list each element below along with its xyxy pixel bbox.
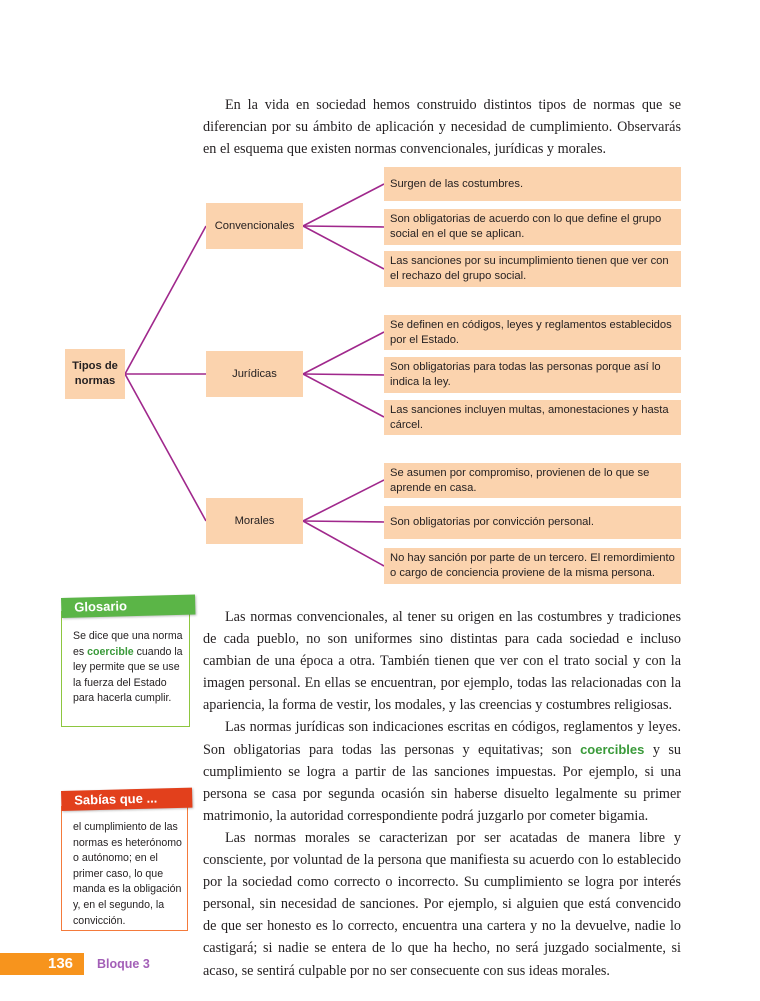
page-number: 136 (48, 955, 74, 972)
sabias-box (61, 806, 188, 931)
diagram-item-convencionales-1: Surgen de las costumbres. (384, 167, 681, 201)
sabias-title: Sabías que ... (61, 788, 192, 811)
diagram-item-juridicas-2: Son obligatorias para todas las personas porque así lo indica la ley. (384, 357, 681, 393)
body-text (203, 606, 681, 982)
connector-mor-2 (303, 521, 384, 522)
connector-jur-3 (303, 374, 384, 417)
connector-conv-3 (303, 226, 384, 269)
diagram-category-morales: Morales (206, 498, 303, 544)
diagram-item-juridicas-1: Se definen en códigos, leyes y reglamentos establecidos por el Estado. (384, 315, 681, 350)
glosario-text-before: Se dice que una norma es (73, 630, 183, 658)
glosario-text-after: cuando la ley permite que se use la fuerza del Estado para hacerla cumplir. (73, 645, 183, 705)
diagram-item-juridicas-3: Las sanciones incluyen multas, amonestaciones y hasta cárcel. (384, 400, 681, 435)
diagram-item-convencionales-3: Las sanciones por su incumplimiento tienen que ver con el rechazo del grupo social. (384, 251, 681, 287)
body-p2-term: coercibles (580, 741, 645, 757)
diagram-category-juridicas: Jurídicas (206, 351, 303, 397)
body-p2-a: Las normas jurídicas son indicaciones escritas en códigos, reglamentos y leyes. Son obligatorias para todas las personas y equitativas; son (203, 719, 681, 758)
diagram-item-morales-1: Se asumen por compromiso, provienen de lo que se aprende en casa. (384, 463, 681, 498)
diagram-item-morales-2: Son obligatorias por convicción personal. (384, 506, 681, 539)
glosario-box (61, 611, 190, 727)
body-p2-b: y su cumplimiento se logra a partir de las sanciones impuestas. Por ejemplo, si una persona se casa por segunda ocasión sin haberse disuelto legalmente su primer matrimonio, la autoridad correspondiente podrá juzgarlo por cometer bigamia. (203, 741, 681, 824)
sabias-text: el cumplimiento de las normas es heterónomo o autónomo; en el primer caso, lo que manda es la obligación y, en el segundo, la convicción. (73, 821, 182, 927)
diagram-item-convencionales-2: Son obligatorias de acuerdo con lo que define el grupo social en el que se aplican. (384, 209, 681, 245)
section-label: Bloque 3 (97, 957, 150, 971)
body-paragraph-3: Las normas morales se caracterizan por ser acatadas de manera libre y consciente, por voluntad de la persona que manifiesta su acuerdo con lo establecido por la sociedad como correcto o incorrecto. Su cumplimiento se logra por interés personal, sin necesidad de sanciones. Por ejemplo, si alguien que está convencido de que ser honesto es lo correcto, encuentra una cartera y no la devuelve, nadie lo castigará; si nadie se entera de lo que ha hecho, no será juzgado socialmente, si acaso, se sentirá culpable por no ser consecuente con sus ideas morales. (203, 829, 681, 979)
connector-jur-1 (303, 332, 384, 374)
glosario-title: Glosario (61, 594, 195, 618)
connector-conv-1 (303, 184, 384, 226)
connector-jur-2 (303, 374, 384, 375)
body-paragraph-2 (203, 716, 681, 826)
connector-mor-1 (303, 480, 384, 521)
connector-root-convencionales (125, 226, 206, 374)
intro-paragraph: En la vida en sociedad hemos construido distintos tipos de normas que se diferencian por su ámbito de aplicación y necesidad de cumplimiento. Observarás en el esquema que existen normas convencionales, jurídicas y morales. (203, 97, 681, 157)
connector-conv-2 (303, 226, 384, 227)
connector-mor-3 (303, 521, 384, 566)
glosario-term: coercible (87, 645, 134, 658)
connector-root-morales (125, 374, 206, 521)
diagram-category-convencionales: Convencionales (206, 203, 303, 249)
diagram-root-node: Tipos de normas (65, 349, 125, 399)
diagram-item-morales-3: No hay sanción por parte de un tercero. El remordimiento o cargo de conciencia proviene de la misma persona. (384, 548, 681, 584)
body-paragraph-1: Las normas convencionales, al tener su origen en las costumbres y tradiciones de cada pueblo, no son uniformes sino distintas para cada sociedad e incluso cambian de una época a otra. También tienen que ver con el trato social y con la imagen personal. En ellas se encuentran, por ejemplo, todas las relacionadas con la apariencia, la forma de vestir, los modales, y las creencias y costumbres religiosas. (203, 609, 681, 714)
